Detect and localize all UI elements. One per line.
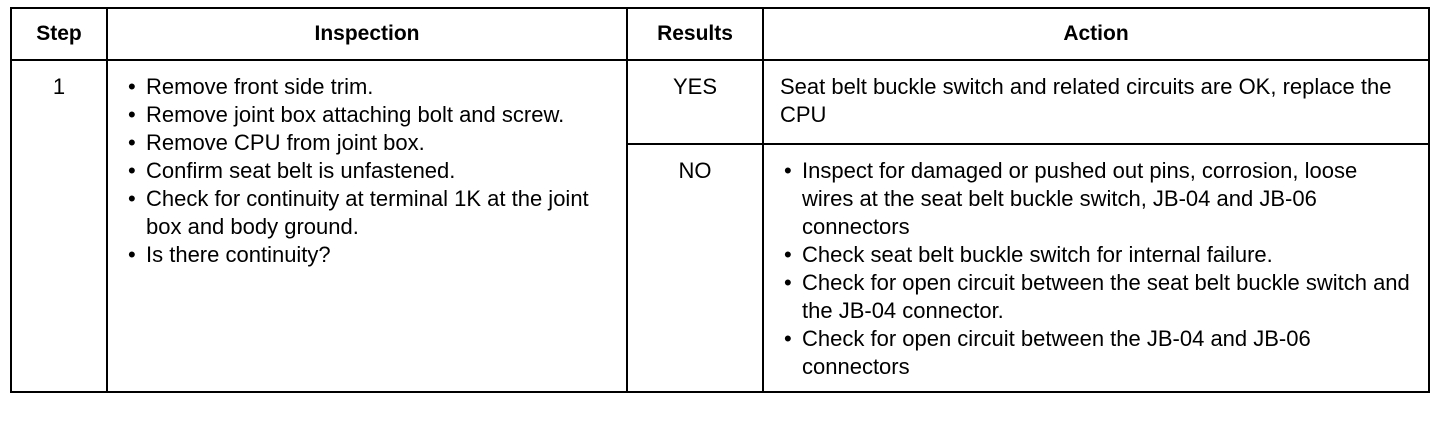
list-item	[780, 269, 1414, 325]
list-item	[124, 101, 612, 129]
bullet: •	[128, 158, 136, 183]
inspection-item: Check for continuity at terminal 1K at the joint box and body ground.	[146, 186, 589, 239]
action-item: Inspect for damaged or pushed out pins, corrosion, loose wires at the seat belt buckle switch, JB-04 and JB-06 connectors	[802, 158, 1358, 239]
header-step: Step	[11, 8, 107, 60]
list-item	[124, 241, 612, 269]
list-item	[124, 129, 612, 157]
bullet: •	[128, 242, 136, 267]
action-item: Check for open circuit between the seat belt buckle switch and the JB-04 connector.	[802, 270, 1410, 323]
inspection-item: Remove front side trim.	[146, 74, 374, 99]
table-row	[11, 60, 1429, 144]
step-number: 1	[11, 60, 107, 392]
result-yes: YES	[627, 60, 763, 144]
diagnostic-table	[10, 7, 1430, 393]
bullet: •	[784, 326, 792, 351]
bullet: •	[784, 158, 792, 183]
list-item	[124, 73, 612, 101]
list-item	[124, 185, 612, 241]
list-item	[780, 157, 1414, 241]
list-item	[780, 325, 1414, 381]
header-row	[11, 8, 1429, 60]
inspection-list	[124, 73, 612, 269]
bullet: •	[784, 270, 792, 295]
inspection-item: Remove joint box attaching bolt and screw.	[146, 102, 565, 127]
action-item: Check for open circuit between the JB-04 and JB-06 connectors	[802, 326, 1311, 379]
action-yes: Seat belt buckle switch and related circuits are OK, replace the CPU	[763, 60, 1429, 144]
bullet: •	[128, 74, 136, 99]
inspection-item: Confirm seat belt is unfastened.	[146, 158, 456, 183]
action-list	[780, 157, 1414, 381]
header-results: Results	[627, 8, 763, 60]
result-no: NO	[627, 144, 763, 392]
bullet: •	[784, 242, 792, 267]
inspection-item: Remove CPU from joint box.	[146, 130, 425, 155]
action-item: Check seat belt buckle switch for internal failure.	[802, 242, 1273, 267]
header-inspection: Inspection	[107, 8, 627, 60]
inspection-cell	[107, 60, 627, 392]
bullet: •	[128, 130, 136, 155]
header-action: Action	[763, 8, 1429, 60]
bullet: •	[128, 102, 136, 127]
action-no	[763, 144, 1429, 392]
list-item	[124, 157, 612, 185]
bullet: •	[128, 186, 136, 211]
list-item	[780, 241, 1414, 269]
inspection-item: Is there continuity?	[146, 242, 331, 267]
